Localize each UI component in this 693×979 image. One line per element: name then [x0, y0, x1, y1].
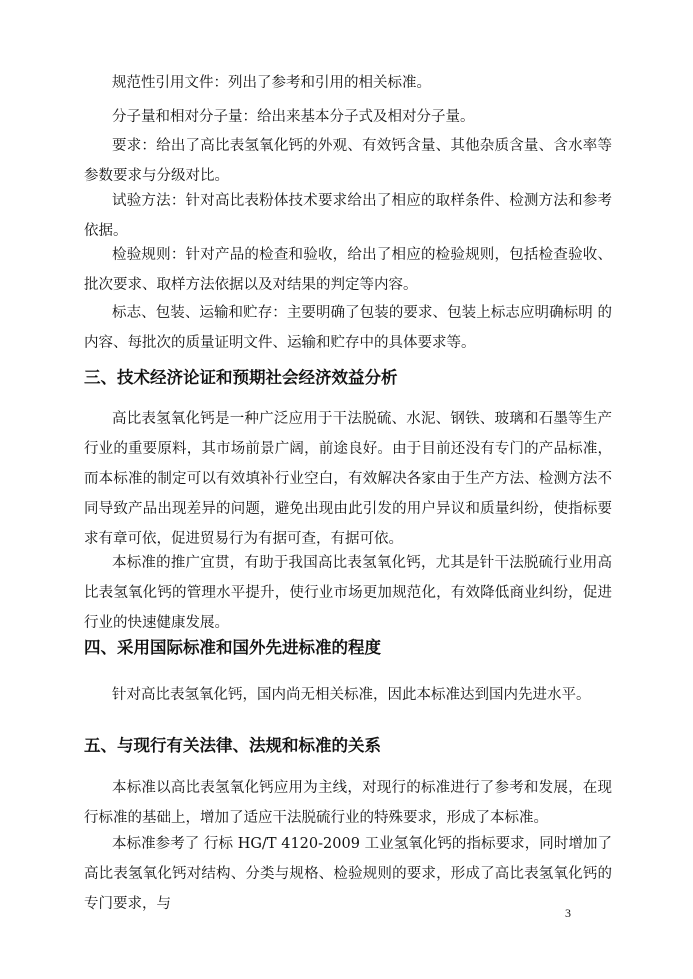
page-number: 3 [565, 906, 571, 920]
section-4-paragraph-1: 针对高比表氢氧化钙，国内尚无相关标准，因此本标准达到国内先进水平。 [112, 687, 591, 703]
section-3-heading: 三、技术经济论证和预期社会经济效益分析 [84, 368, 398, 387]
section-5-paragraph-2: 本标准参考了 行标 HG/T 4120-2009 工业氢氧化钙的指标要求，同时增加了高比表氢氧化钙对结构、分类与规格、检验规则的要求，形成了高比表氢氧化钙的专门要求，与 [84, 836, 612, 912]
paragraph-normative-references: 规范性引用文件：列出了参考和引用的相关标准。 [112, 75, 431, 91]
paragraph-test-methods: 试验方法：针对高比表粉体技术要求给出了相应的取样条件、检测方法和参考依据。 [84, 193, 612, 239]
paragraph-molecular-weight: 分子量和相对分子量：给出来基本分子式及相对分子量。 [112, 109, 475, 125]
section-5-heading: 五、与现行有关法律、法规和标准的关系 [84, 736, 381, 755]
section-3-paragraph-1: 高比表氢氧化钙是一种广泛应用于干法脱硫、水泥、钢铁、玻璃和石墨等生产行业的重要原料，其市场前景广阔，前途良好。由于目前还没有专门的产品标准，而本标准的制定可以有效填补行业空白，有效解决各家由于生产方法、检测方法不同导致产品出现差异的问题，避免出现由此引发的用户异议和质量纠纷，使指标要求有章可依，促进贸易行为有据可查，有据可依。 [84, 411, 612, 547]
paragraph-requirements: 要求：给出了高比表氢氧化钙的外观、有效钙含量、其他杂质含量、含水率等参数要求与分级对比。 [84, 138, 612, 184]
section-3-paragraph-2: 本标准的推广宜贯，有助于我国高比表氢氧化钙，尤其是针干法脱硫行业用高比表氢氧化钙的管理水平提升，使行业市场更加规范化，有效降低商业纠纷，促进行业的快速健康发展。 [84, 555, 612, 631]
section-5-paragraph-1: 本标准以高比表氢氧化钙应用为主线，对现行的标准进行了参考和发展，在现行标准的基础上，增加了适应干法脱硫行业的特殊要求，形成了本标准。 [84, 780, 612, 826]
paragraph-marking-packaging: 标志、包装、运输和贮存：主要明确了包装的要求、包装上标志应明确标明 的内容、每批次的质量证明文件、运输和贮存中的具体要求等。 [84, 305, 612, 351]
paragraph-inspection-rules: 检验规则：针对产品的检查和验收，给出了相应的检验规则，包括检查验收、 批次要求、取样方法依据以及对结果的判定等内容。 [84, 247, 612, 293]
section-4-heading: 四、采用国际标准和国外先进标准的程度 [84, 638, 381, 657]
